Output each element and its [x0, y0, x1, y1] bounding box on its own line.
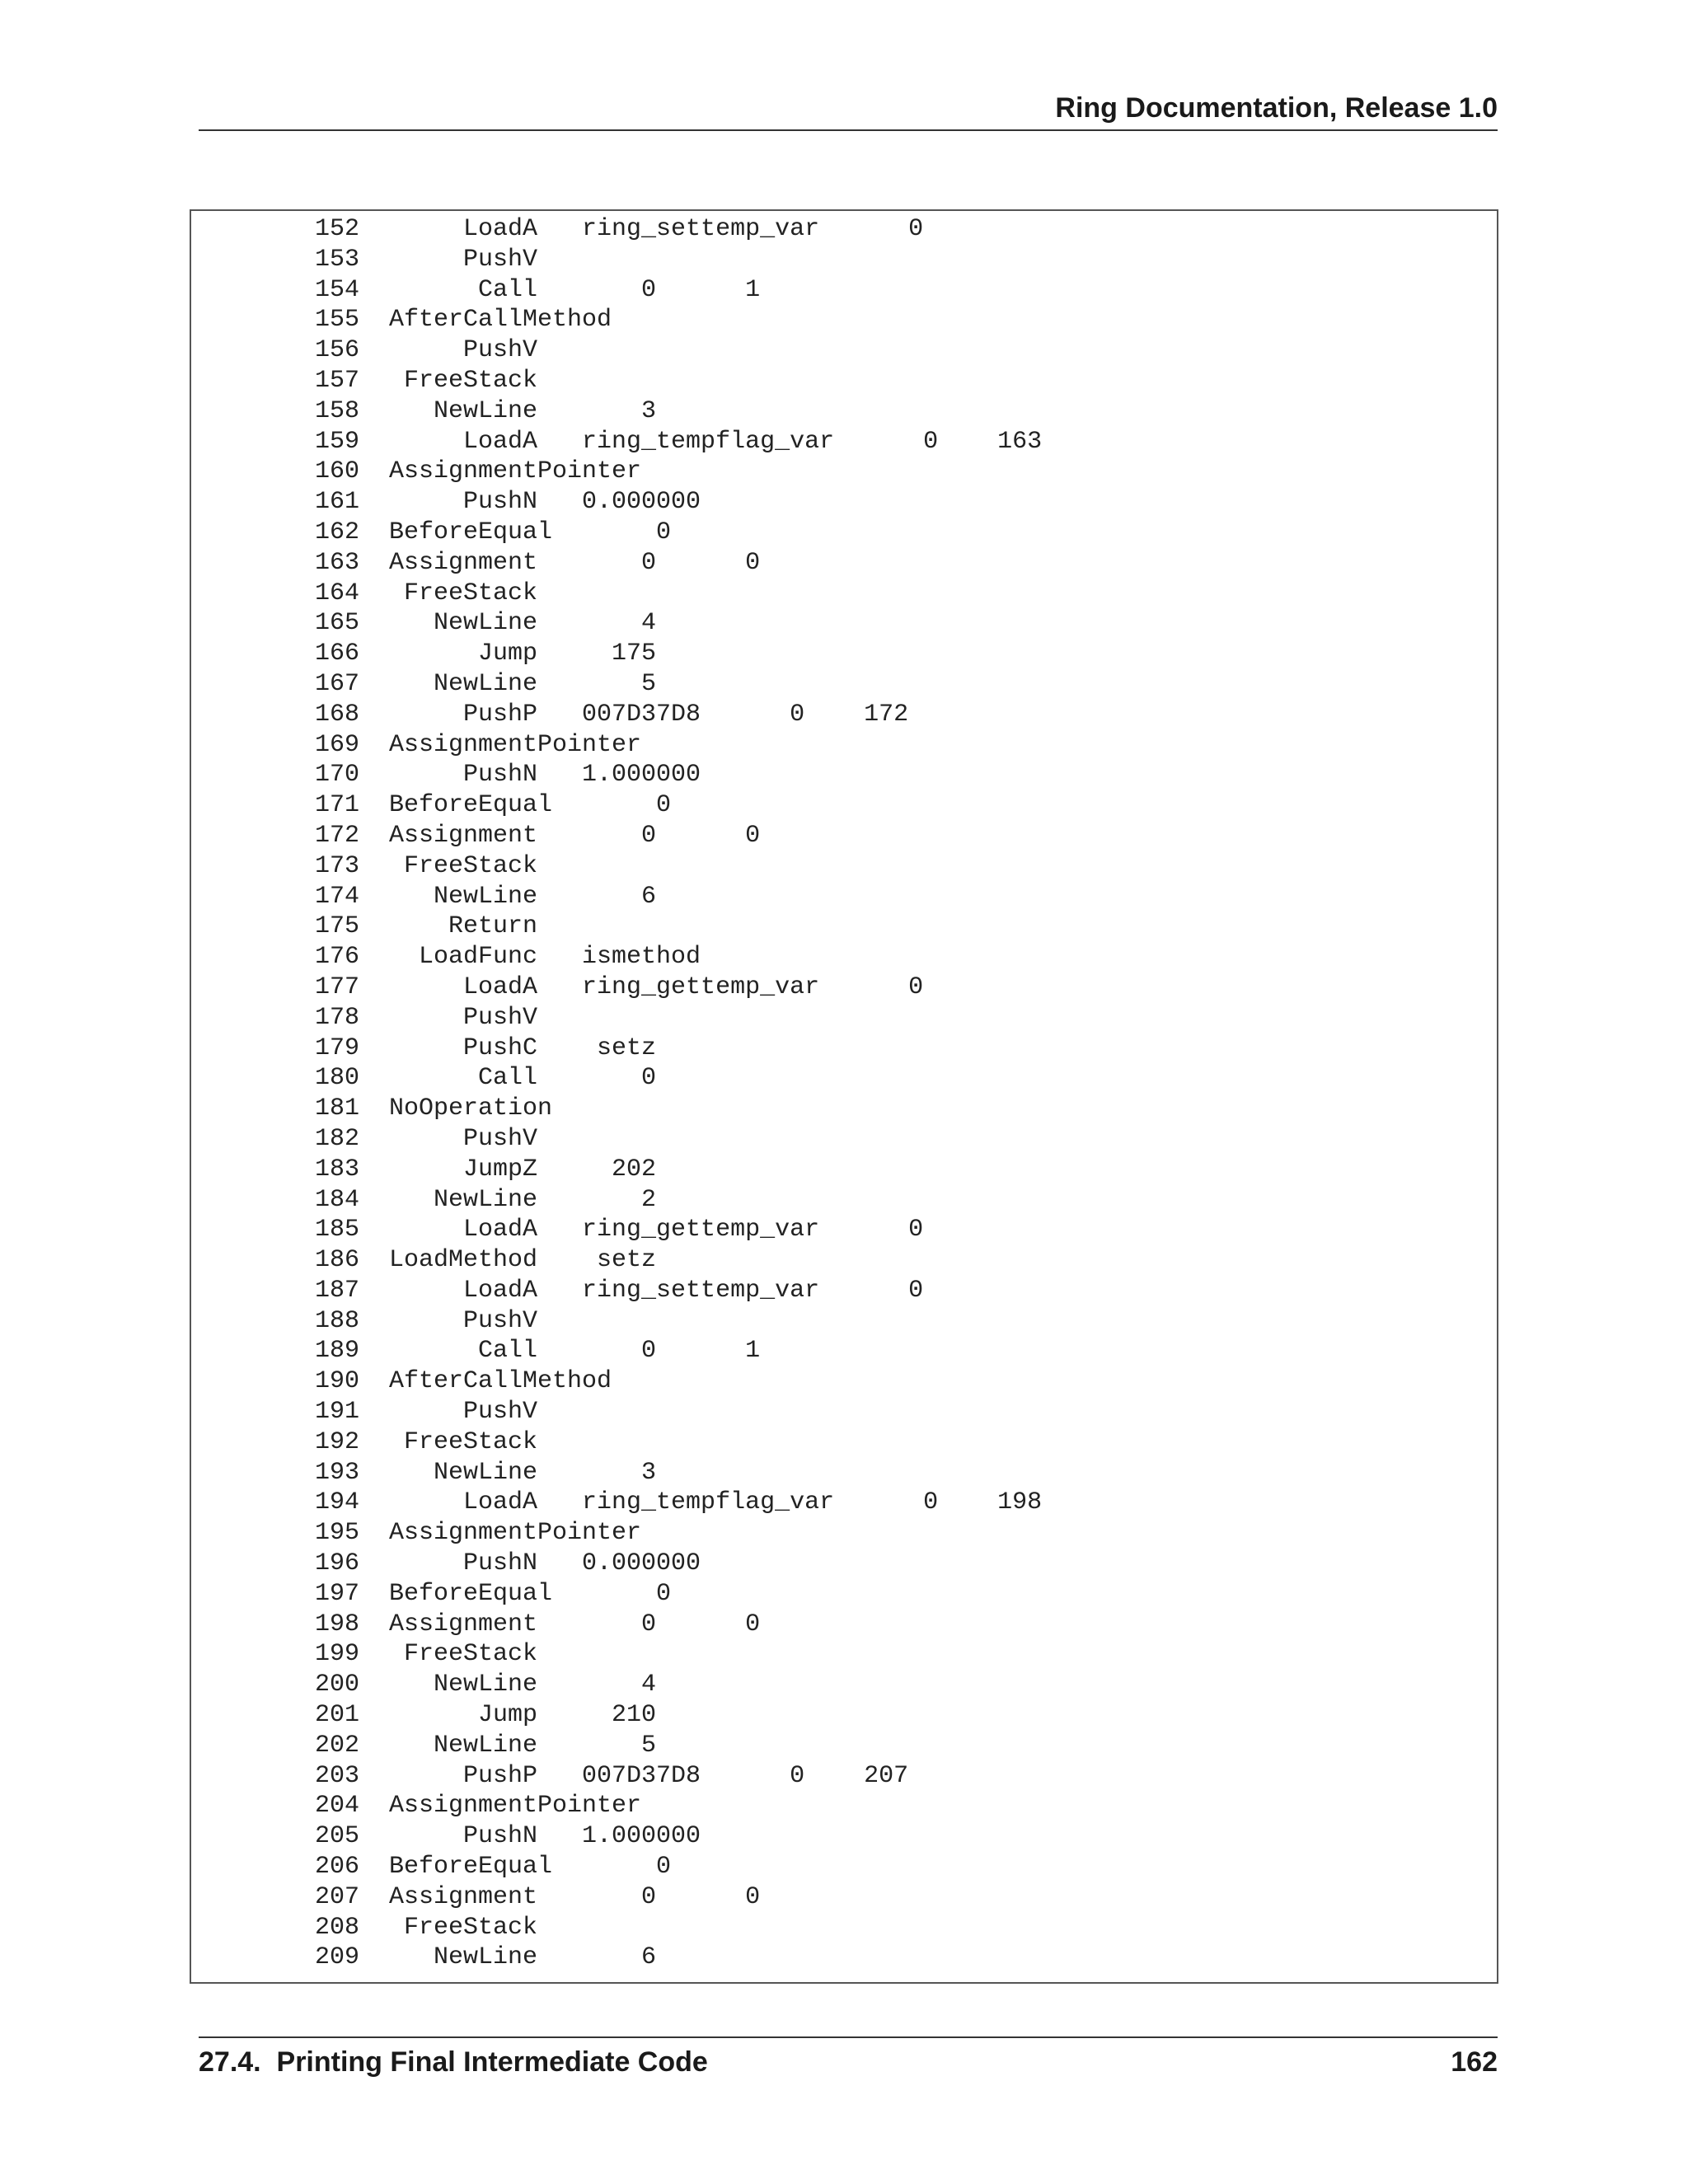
instruction-text: FreeStack: [389, 579, 538, 607]
instruction-text: LoadA ring_gettemp_var 0: [389, 972, 924, 1001]
code-line: [315, 1215, 1042, 1245]
line-number: 160: [315, 457, 360, 486]
instruction-text: Jump 210: [389, 1701, 657, 1730]
code-line: [315, 548, 1042, 579]
code-line: [315, 1518, 1042, 1549]
line-number: 181: [315, 1094, 360, 1123]
line-number: 159: [315, 427, 360, 456]
line-number: 198: [315, 1610, 360, 1638]
line-number: 179: [315, 1033, 360, 1062]
code-line: [315, 305, 1042, 335]
line-number: 171: [315, 791, 360, 820]
code-line: [315, 1336, 1042, 1366]
line-number: 164: [315, 579, 360, 607]
footer-section-title: 27.4. Printing Final Intermediate Code: [199, 2046, 708, 2078]
instruction-text: LoadA ring_tempflag_var 0 163: [389, 427, 1043, 456]
instruction-text: BeforeEqual 0: [389, 1853, 672, 1882]
code-line: [315, 1245, 1042, 1276]
code-line: [315, 1124, 1042, 1155]
line-number: 183: [315, 1155, 360, 1183]
header-divider: [199, 129, 1498, 131]
code-line: [315, 457, 1042, 487]
code-line: [315, 882, 1042, 912]
code-line: [315, 1882, 1042, 1913]
instruction-text: NewLine 3: [389, 396, 657, 425]
line-number: 192: [315, 1427, 360, 1456]
line-number: 172: [315, 821, 360, 850]
code-line: [315, 1366, 1042, 1397]
line-number: 173: [315, 851, 360, 880]
instruction-text: PushV: [389, 1398, 538, 1427]
line-number: 206: [315, 1853, 360, 1882]
instruction-text: AssignmentPointer: [389, 1792, 642, 1821]
code-line: [315, 1791, 1042, 1821]
code-line: [315, 1943, 1042, 1973]
instruction-text: PushV: [389, 336, 538, 365]
code-line: [315, 1913, 1042, 1943]
instruction-text: PushV: [389, 1124, 538, 1153]
code-line: [315, 700, 1042, 730]
line-number: 152: [315, 215, 360, 243]
instruction-text: BeforeEqual 0: [389, 1579, 672, 1608]
line-number: 166: [315, 640, 360, 668]
line-number: 197: [315, 1579, 360, 1608]
line-number: 209: [315, 1943, 360, 1972]
instruction-text: AssignmentPointer: [389, 730, 642, 759]
line-number: 162: [315, 518, 360, 546]
line-number: 169: [315, 730, 360, 759]
line-number: 195: [315, 1519, 360, 1548]
instruction-text: Assignment 0 0: [389, 1610, 761, 1638]
instruction-text: Call 0 1: [389, 1337, 761, 1366]
code-line: [315, 1731, 1042, 1761]
code-line: [315, 1670, 1042, 1700]
line-number: 167: [315, 669, 360, 698]
instruction-text: FreeStack: [389, 366, 538, 395]
code-line: [315, 396, 1042, 427]
code-line: [315, 1276, 1042, 1306]
instruction-text: NoOperation: [389, 1094, 553, 1123]
line-number: 178: [315, 1003, 360, 1032]
line-number: 194: [315, 1488, 360, 1517]
code-line: [315, 487, 1042, 518]
instruction-text: NewLine 3: [389, 1458, 657, 1487]
line-number: 187: [315, 1276, 360, 1305]
line-number: 154: [315, 275, 360, 304]
line-number: 158: [315, 396, 360, 425]
instruction-text: AfterCallMethod: [389, 306, 612, 335]
instruction-text: LoadA ring_tempflag_var 0 198: [389, 1488, 1043, 1517]
instruction-text: PushV: [389, 1003, 538, 1032]
line-number: 205: [315, 1822, 360, 1851]
running-header-title: Ring Documentation, Release 1.0: [1055, 92, 1498, 124]
line-number: 153: [315, 245, 360, 274]
line-number: 174: [315, 882, 360, 911]
code-line: [315, 1821, 1042, 1852]
instruction-text: NewLine 5: [389, 669, 657, 698]
code-line: [315, 1185, 1042, 1216]
instruction-text: JumpZ 202: [389, 1155, 657, 1183]
code-line: [315, 942, 1042, 972]
code-line: [315, 639, 1042, 669]
code-line: [315, 851, 1042, 882]
code-line: [315, 1003, 1042, 1033]
line-number: 156: [315, 336, 360, 365]
instruction-text: PushV: [389, 1306, 538, 1335]
line-number: 157: [315, 366, 360, 395]
code-line: [315, 427, 1042, 457]
line-number: 190: [315, 1367, 360, 1396]
instruction-text: PushN 0.000000: [389, 1549, 701, 1578]
instruction-text: Assignment 0 0: [389, 1882, 761, 1911]
code-line: [315, 1063, 1042, 1094]
code-line: [315, 1397, 1042, 1427]
code-line: [315, 1094, 1042, 1124]
instruction-text: Call 0 1: [389, 275, 761, 304]
instruction-text: PushC setz: [389, 1033, 657, 1062]
code-line: [315, 1639, 1042, 1670]
footer-divider: [199, 2036, 1498, 2038]
instruction-text: Assignment 0 0: [389, 821, 761, 850]
instruction-text: NewLine 6: [389, 882, 657, 911]
instruction-text: NewLine 6: [389, 1943, 657, 1972]
instruction-text: AssignmentPointer: [389, 1519, 642, 1548]
code-line: [315, 1700, 1042, 1731]
code-block: [190, 209, 1498, 1984]
instruction-text: NewLine 2: [389, 1185, 657, 1214]
code-line: [315, 1761, 1042, 1792]
line-number: 203: [315, 1761, 360, 1790]
code-line: [315, 579, 1042, 609]
line-number: 177: [315, 972, 360, 1001]
code-line: [315, 1610, 1042, 1640]
code-listing: [315, 214, 1042, 1973]
code-line: [315, 1852, 1042, 1882]
code-line: [315, 335, 1042, 366]
line-number: 204: [315, 1792, 360, 1821]
instruction-text: NewLine 5: [389, 1731, 657, 1760]
line-number: 201: [315, 1701, 360, 1730]
instruction-text: Call 0: [389, 1064, 657, 1093]
line-number: 161: [315, 488, 360, 517]
line-number: 188: [315, 1306, 360, 1335]
code-line: [315, 790, 1042, 821]
code-line: [315, 1427, 1042, 1458]
line-number: 184: [315, 1185, 360, 1214]
code-line: [315, 1155, 1042, 1185]
line-number: 200: [315, 1671, 360, 1699]
code-line: [315, 1579, 1042, 1610]
instruction-text: PushP 007D37D8 0 172: [389, 700, 909, 729]
code-line: [315, 518, 1042, 548]
line-number: 163: [315, 548, 360, 577]
instruction-text: LoadA ring_settemp_var 0: [389, 215, 924, 243]
code-line: [315, 245, 1042, 275]
line-number: 208: [315, 1913, 360, 1942]
instruction-text: Assignment 0 0: [389, 548, 761, 577]
code-line: [315, 1488, 1042, 1518]
instruction-text: LoadFunc ismethod: [389, 943, 701, 972]
code-line: [315, 760, 1042, 790]
instruction-text: PushN 1.000000: [389, 1822, 701, 1851]
instruction-text: AfterCallMethod: [389, 1367, 612, 1396]
line-number: 176: [315, 943, 360, 972]
instruction-text: NewLine 4: [389, 1671, 657, 1699]
code-line: [315, 669, 1042, 700]
code-line: [315, 1306, 1042, 1337]
line-number: 196: [315, 1549, 360, 1578]
instruction-text: LoadA ring_settemp_var 0: [389, 1276, 924, 1305]
line-number: 193: [315, 1458, 360, 1487]
instruction-text: BeforeEqual 0: [389, 518, 672, 546]
line-number: 207: [315, 1882, 360, 1911]
code-line: [315, 730, 1042, 761]
instruction-text: FreeStack: [389, 1913, 538, 1942]
instruction-text: LoadA ring_gettemp_var 0: [389, 1216, 924, 1244]
line-number: 180: [315, 1064, 360, 1093]
instruction-text: Jump 175: [389, 640, 657, 668]
instruction-text: AssignmentPointer: [389, 457, 642, 486]
code-line: [315, 1033, 1042, 1064]
code-line: [315, 1549, 1042, 1579]
line-number: 165: [315, 609, 360, 638]
line-number: 182: [315, 1124, 360, 1153]
line-number: 189: [315, 1337, 360, 1366]
code-line: [315, 608, 1042, 639]
line-number: 168: [315, 700, 360, 729]
code-line: [315, 366, 1042, 396]
line-number: 199: [315, 1640, 360, 1669]
code-line: [315, 1458, 1042, 1488]
instruction-text: FreeStack: [389, 1427, 538, 1456]
line-number: 185: [315, 1216, 360, 1244]
instruction-text: FreeStack: [389, 851, 538, 880]
line-number: 202: [315, 1731, 360, 1760]
line-number: 175: [315, 912, 360, 941]
instruction-text: PushP 007D37D8 0 207: [389, 1761, 909, 1790]
instruction-text: PushV: [389, 245, 538, 274]
code-line: [315, 275, 1042, 306]
instruction-text: LoadMethod setz: [389, 1246, 657, 1275]
code-line: [315, 912, 1042, 942]
instruction-text: NewLine 4: [389, 609, 657, 638]
instruction-text: BeforeEqual 0: [389, 791, 672, 820]
line-number: 155: [315, 306, 360, 335]
instruction-text: PushN 1.000000: [389, 761, 701, 790]
line-number: 191: [315, 1398, 360, 1427]
page-number: 162: [1451, 2046, 1498, 2078]
line-number: 170: [315, 761, 360, 790]
instruction-text: FreeStack: [389, 1640, 538, 1669]
code-line: [315, 972, 1042, 1003]
instruction-text: PushN 0.000000: [389, 488, 701, 517]
code-line: [315, 821, 1042, 851]
instruction-text: Return: [389, 912, 538, 941]
code-line: [315, 214, 1042, 245]
line-number: 186: [315, 1246, 360, 1275]
